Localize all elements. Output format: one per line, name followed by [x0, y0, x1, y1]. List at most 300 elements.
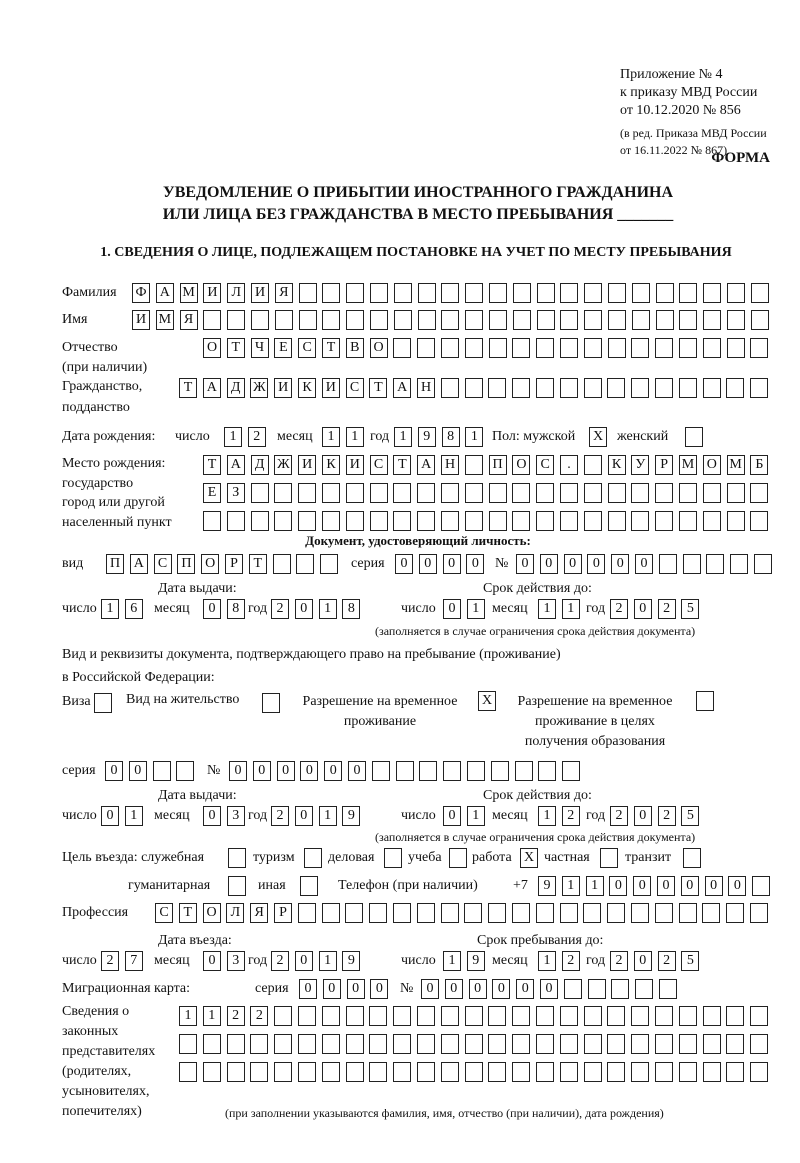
char-cell-patronymic[interactable]: [417, 338, 435, 358]
char-cell-birth-place-3[interactable]: [560, 511, 578, 531]
char-cell-birth-place-1[interactable]: [465, 455, 483, 475]
char-cell-patronymic[interactable]: [584, 338, 602, 358]
char-cell-id-valid-day[interactable]: 1: [467, 599, 485, 619]
char-cell-stay-valid-day[interactable]: 0: [443, 806, 461, 826]
char-cell-profession[interactable]: Я: [250, 903, 268, 923]
char-cell-representatives-2[interactable]: [227, 1034, 245, 1054]
char-cell-name[interactable]: М: [156, 310, 174, 330]
char-cell-profession[interactable]: [560, 903, 578, 923]
char-cell-citizenship[interactable]: А: [393, 378, 411, 398]
char-cell-stay-series[interactable]: [153, 761, 171, 781]
char-cell-representatives-2[interactable]: [417, 1034, 435, 1054]
char-cell-representatives-2[interactable]: [584, 1034, 602, 1054]
char-cell-birth-place-3[interactable]: [251, 511, 269, 531]
char-cell-name[interactable]: [489, 310, 507, 330]
char-cell-entry-year[interactable]: 1: [319, 951, 337, 971]
char-cell-mc-series[interactable]: 0: [299, 979, 317, 999]
char-cell-name[interactable]: [322, 310, 340, 330]
char-cell-surname[interactable]: Л: [227, 283, 245, 303]
char-cell-patronymic[interactable]: [489, 338, 507, 358]
char-cell-surname[interactable]: [679, 283, 697, 303]
char-cell-representatives-3[interactable]: [298, 1062, 316, 1082]
char-cell-stay-until-month[interactable]: 1: [538, 951, 556, 971]
char-cell-representatives-2[interactable]: [393, 1034, 411, 1054]
char-cell-profession[interactable]: [750, 903, 768, 923]
char-cell-id-number[interactable]: 0: [611, 554, 629, 574]
char-cell-representatives-1[interactable]: [631, 1006, 649, 1026]
char-cell-birth-place-1[interactable]: А: [227, 455, 245, 475]
char-cell-stay-issue-year[interactable]: 0: [295, 806, 313, 826]
char-cell-id-kind[interactable]: [296, 554, 314, 574]
char-cell-representatives-2[interactable]: [298, 1034, 316, 1054]
char-cell-phone[interactable]: 0: [728, 876, 746, 896]
char-cell-stay-until-day[interactable]: 9: [467, 951, 485, 971]
char-cell-patronymic[interactable]: Ч: [251, 338, 269, 358]
char-cell-birth-place-1[interactable]: .: [560, 455, 578, 475]
char-cell-stay-number[interactable]: 0: [229, 761, 247, 781]
char-cell-id-issue-day[interactable]: 6: [125, 599, 143, 619]
char-cell-stay-until-month[interactable]: 2: [562, 951, 580, 971]
char-cell-profession[interactable]: [345, 903, 363, 923]
char-cell-citizenship[interactable]: [726, 378, 744, 398]
char-cell-birth-place-3[interactable]: [631, 511, 649, 531]
char-cell-id-issue-year[interactable]: 2: [271, 599, 289, 619]
char-cell-id-number[interactable]: 0: [540, 554, 558, 574]
checkbox-temp-permit-edu[interactable]: [696, 691, 714, 711]
char-cell-representatives-3[interactable]: [369, 1062, 387, 1082]
char-cell-birth-month[interactable]: 1: [322, 427, 340, 447]
char-cell-citizenship[interactable]: [465, 378, 483, 398]
char-cell-representatives-3[interactable]: [750, 1062, 768, 1082]
char-cell-birth-place-2[interactable]: [679, 483, 697, 503]
char-cell-phone[interactable]: 9: [538, 876, 556, 896]
char-cell-profession[interactable]: [417, 903, 435, 923]
char-cell-mc-series[interactable]: 0: [323, 979, 341, 999]
char-cell-birth-place-2[interactable]: [370, 483, 388, 503]
char-cell-surname[interactable]: [322, 283, 340, 303]
checkbox-purpose-private[interactable]: [600, 848, 618, 868]
char-cell-birth-place-3[interactable]: [512, 511, 530, 531]
char-cell-mc-number[interactable]: 0: [516, 979, 534, 999]
char-cell-profession[interactable]: [726, 903, 744, 923]
char-cell-citizenship[interactable]: [679, 378, 697, 398]
char-cell-surname[interactable]: [394, 283, 412, 303]
char-cell-stay-number[interactable]: [419, 761, 437, 781]
char-cell-phone[interactable]: 0: [705, 876, 723, 896]
char-cell-patronymic[interactable]: О: [203, 338, 221, 358]
char-cell-patronymic[interactable]: Т: [227, 338, 245, 358]
char-cell-birth-place-2[interactable]: [274, 483, 292, 503]
char-cell-patronymic[interactable]: [465, 338, 483, 358]
char-cell-id-issue-year[interactable]: 1: [319, 599, 337, 619]
char-cell-birth-place-1[interactable]: У: [631, 455, 649, 475]
char-cell-representatives-2[interactable]: [655, 1034, 673, 1054]
char-cell-birth-place-1[interactable]: С: [370, 455, 388, 475]
char-cell-representatives-1[interactable]: 2: [250, 1006, 268, 1026]
checkbox-sex-male[interactable]: X: [589, 427, 607, 447]
char-cell-surname[interactable]: Я: [275, 283, 293, 303]
char-cell-patronymic[interactable]: [679, 338, 697, 358]
char-cell-birth-place-3[interactable]: [750, 511, 768, 531]
char-cell-phone[interactable]: 0: [633, 876, 651, 896]
char-cell-stay-valid-year[interactable]: 2: [610, 806, 628, 826]
char-cell-representatives-3[interactable]: [441, 1062, 459, 1082]
char-cell-patronymic[interactable]: [560, 338, 578, 358]
char-cell-patronymic[interactable]: О: [370, 338, 388, 358]
char-cell-name[interactable]: [203, 310, 221, 330]
char-cell-name[interactable]: [560, 310, 578, 330]
char-cell-id-issue-month[interactable]: 0: [203, 599, 221, 619]
char-cell-citizenship[interactable]: Н: [417, 378, 435, 398]
char-cell-id-valid-month[interactable]: 1: [562, 599, 580, 619]
char-cell-stay-valid-year[interactable]: 0: [634, 806, 652, 826]
char-cell-birth-place-3[interactable]: [393, 511, 411, 531]
char-cell-surname[interactable]: [346, 283, 364, 303]
char-cell-mc-number[interactable]: 0: [445, 979, 463, 999]
char-cell-profession[interactable]: [679, 903, 697, 923]
char-cell-mc-number[interactable]: 0: [492, 979, 510, 999]
char-cell-entry-month[interactable]: 3: [227, 951, 245, 971]
char-cell-mc-number[interactable]: 0: [469, 979, 487, 999]
char-cell-representatives-1[interactable]: [465, 1006, 483, 1026]
char-cell-id-valid-year[interactable]: 2: [610, 599, 628, 619]
char-cell-profession[interactable]: [441, 903, 459, 923]
char-cell-birth-place-2[interactable]: [417, 483, 435, 503]
char-cell-birth-place-2[interactable]: [322, 483, 340, 503]
char-cell-stay-until-year[interactable]: 2: [610, 951, 628, 971]
char-cell-name[interactable]: [227, 310, 245, 330]
char-cell-id-series[interactable]: 0: [466, 554, 484, 574]
char-cell-mc-number[interactable]: [611, 979, 629, 999]
char-cell-birth-place-3[interactable]: [203, 511, 221, 531]
char-cell-id-number[interactable]: [683, 554, 701, 574]
char-cell-citizenship[interactable]: [703, 378, 721, 398]
char-cell-birth-place-1[interactable]: Т: [393, 455, 411, 475]
char-cell-profession[interactable]: [464, 903, 482, 923]
char-cell-citizenship[interactable]: [607, 378, 625, 398]
char-cell-citizenship[interactable]: Ж: [250, 378, 268, 398]
char-cell-birth-place-1[interactable]: С: [536, 455, 554, 475]
char-cell-id-issue-day[interactable]: 1: [101, 599, 119, 619]
char-cell-birth-place-2[interactable]: [251, 483, 269, 503]
char-cell-representatives-3[interactable]: [584, 1062, 602, 1082]
char-cell-id-valid-year[interactable]: 5: [681, 599, 699, 619]
char-cell-birth-place-2[interactable]: [631, 483, 649, 503]
char-cell-birth-place-1[interactable]: Р: [655, 455, 673, 475]
char-cell-birth-place-3[interactable]: [536, 511, 554, 531]
char-cell-id-number[interactable]: 0: [564, 554, 582, 574]
char-cell-name[interactable]: [513, 310, 531, 330]
char-cell-birth-day[interactable]: 1: [224, 427, 242, 447]
char-cell-patronymic[interactable]: [631, 338, 649, 358]
char-cell-stay-number[interactable]: [538, 761, 556, 781]
char-cell-id-series[interactable]: 0: [443, 554, 461, 574]
char-cell-birth-place-3[interactable]: [298, 511, 316, 531]
char-cell-name[interactable]: И: [132, 310, 150, 330]
char-cell-id-number[interactable]: [706, 554, 724, 574]
char-cell-representatives-1[interactable]: [417, 1006, 435, 1026]
char-cell-surname[interactable]: [370, 283, 388, 303]
char-cell-representatives-3[interactable]: [179, 1062, 197, 1082]
char-cell-representatives-2[interactable]: [750, 1034, 768, 1054]
char-cell-stay-valid-year[interactable]: 2: [658, 806, 676, 826]
char-cell-patronymic[interactable]: [608, 338, 626, 358]
char-cell-representatives-2[interactable]: [536, 1034, 554, 1054]
char-cell-stay-issue-year[interactable]: 1: [319, 806, 337, 826]
char-cell-representatives-2[interactable]: [274, 1034, 292, 1054]
char-cell-name[interactable]: [370, 310, 388, 330]
char-cell-stay-issue-year[interactable]: 9: [342, 806, 360, 826]
char-cell-name[interactable]: [465, 310, 483, 330]
checkbox-temp-permit[interactable]: X: [478, 691, 496, 711]
char-cell-surname[interactable]: [537, 283, 555, 303]
char-cell-stay-number[interactable]: 0: [324, 761, 342, 781]
char-cell-id-number[interactable]: 0: [587, 554, 605, 574]
char-cell-stay-until-day[interactable]: 1: [443, 951, 461, 971]
char-cell-citizenship[interactable]: И: [322, 378, 340, 398]
char-cell-birth-place-3[interactable]: [703, 511, 721, 531]
char-cell-patronymic[interactable]: [512, 338, 530, 358]
char-cell-name[interactable]: [679, 310, 697, 330]
char-cell-citizenship[interactable]: А: [203, 378, 221, 398]
char-cell-representatives-2[interactable]: [560, 1034, 578, 1054]
char-cell-phone[interactable]: 1: [562, 876, 580, 896]
char-cell-birth-place-3[interactable]: [227, 511, 245, 531]
char-cell-representatives-2[interactable]: [322, 1034, 340, 1054]
char-cell-mc-number[interactable]: [659, 979, 677, 999]
char-cell-representatives-3[interactable]: [250, 1062, 268, 1082]
char-cell-stay-number[interactable]: [467, 761, 485, 781]
char-cell-birth-place-2[interactable]: [512, 483, 530, 503]
char-cell-id-issue-month[interactable]: 8: [227, 599, 245, 619]
char-cell-representatives-3[interactable]: [393, 1062, 411, 1082]
char-cell-id-number[interactable]: 0: [635, 554, 653, 574]
char-cell-patronymic[interactable]: С: [298, 338, 316, 358]
char-cell-birth-place-2[interactable]: [298, 483, 316, 503]
char-cell-representatives-3[interactable]: [346, 1062, 364, 1082]
char-cell-birth-place-3[interactable]: [465, 511, 483, 531]
char-cell-birth-place-3[interactable]: [417, 511, 435, 531]
char-cell-citizenship[interactable]: [536, 378, 554, 398]
char-cell-birth-day[interactable]: 2: [248, 427, 266, 447]
char-cell-surname[interactable]: [608, 283, 626, 303]
char-cell-profession[interactable]: Т: [179, 903, 197, 923]
char-cell-representatives-1[interactable]: [536, 1006, 554, 1026]
char-cell-stay-issue-day[interactable]: 1: [125, 806, 143, 826]
char-cell-representatives-2[interactable]: [441, 1034, 459, 1054]
char-cell-representatives-2[interactable]: [512, 1034, 530, 1054]
char-cell-stay-number[interactable]: 0: [300, 761, 318, 781]
char-cell-birth-place-2[interactable]: [465, 483, 483, 503]
char-cell-surname[interactable]: И: [251, 283, 269, 303]
char-cell-birth-place-3[interactable]: [346, 511, 364, 531]
char-cell-stay-number[interactable]: [443, 761, 461, 781]
char-cell-representatives-2[interactable]: [607, 1034, 625, 1054]
char-cell-phone[interactable]: 0: [681, 876, 699, 896]
char-cell-representatives-1[interactable]: [298, 1006, 316, 1026]
char-cell-profession[interactable]: [322, 903, 340, 923]
char-cell-stay-until-year[interactable]: 2: [658, 951, 676, 971]
char-cell-id-number[interactable]: [730, 554, 748, 574]
char-cell-citizenship[interactable]: [560, 378, 578, 398]
char-cell-id-valid-year[interactable]: 2: [658, 599, 676, 619]
char-cell-stay-valid-year[interactable]: 5: [681, 806, 699, 826]
char-cell-representatives-2[interactable]: [346, 1034, 364, 1054]
char-cell-name[interactable]: [275, 310, 293, 330]
char-cell-profession[interactable]: С: [155, 903, 173, 923]
char-cell-id-series[interactable]: 0: [419, 554, 437, 574]
char-cell-profession[interactable]: [393, 903, 411, 923]
char-cell-citizenship[interactable]: И: [274, 378, 292, 398]
char-cell-patronymic[interactable]: [727, 338, 745, 358]
char-cell-birth-place-1[interactable]: И: [298, 455, 316, 475]
char-cell-birth-place-3[interactable]: [274, 511, 292, 531]
char-cell-birth-place-1[interactable]: О: [703, 455, 721, 475]
char-cell-stay-number[interactable]: [562, 761, 580, 781]
char-cell-representatives-2[interactable]: [179, 1034, 197, 1054]
char-cell-birth-year[interactable]: 9: [418, 427, 436, 447]
checkbox-purpose-transit[interactable]: [683, 848, 701, 868]
char-cell-birth-place-3[interactable]: [608, 511, 626, 531]
char-cell-patronymic[interactable]: [750, 338, 768, 358]
char-cell-birth-place-3[interactable]: [679, 511, 697, 531]
char-cell-birth-place-1[interactable]: К: [608, 455, 626, 475]
checkbox-purpose-tourism[interactable]: [304, 848, 322, 868]
char-cell-name[interactable]: [751, 310, 769, 330]
char-cell-surname[interactable]: Ф: [132, 283, 150, 303]
char-cell-representatives-2[interactable]: [369, 1034, 387, 1054]
char-cell-surname[interactable]: М: [180, 283, 198, 303]
char-cell-stay-number[interactable]: [515, 761, 533, 781]
char-cell-stay-number[interactable]: [396, 761, 414, 781]
checkbox-purpose-study[interactable]: [449, 848, 467, 868]
char-cell-citizenship[interactable]: Т: [179, 378, 197, 398]
char-cell-name[interactable]: [251, 310, 269, 330]
char-cell-stay-until-year[interactable]: 5: [681, 951, 699, 971]
char-cell-representatives-1[interactable]: [703, 1006, 721, 1026]
char-cell-surname[interactable]: А: [156, 283, 174, 303]
char-cell-representatives-3[interactable]: [465, 1062, 483, 1082]
char-cell-representatives-1[interactable]: [726, 1006, 744, 1026]
char-cell-mc-number[interactable]: [588, 979, 606, 999]
char-cell-surname[interactable]: [632, 283, 650, 303]
char-cell-profession[interactable]: [607, 903, 625, 923]
char-cell-representatives-1[interactable]: 2: [227, 1006, 245, 1026]
char-cell-representatives-3[interactable]: [703, 1062, 721, 1082]
char-cell-stay-number[interactable]: 0: [253, 761, 271, 781]
checkbox-purpose-business[interactable]: [384, 848, 402, 868]
char-cell-representatives-1[interactable]: [512, 1006, 530, 1026]
char-cell-stay-issue-month[interactable]: 0: [203, 806, 221, 826]
char-cell-citizenship[interactable]: Т: [369, 378, 387, 398]
char-cell-representatives-1[interactable]: [322, 1006, 340, 1026]
char-cell-birth-place-1[interactable]: Б: [750, 455, 768, 475]
char-cell-stay-issue-month[interactable]: 3: [227, 806, 245, 826]
char-cell-patronymic[interactable]: В: [346, 338, 364, 358]
char-cell-citizenship[interactable]: [488, 378, 506, 398]
char-cell-representatives-1[interactable]: [679, 1006, 697, 1026]
char-cell-representatives-2[interactable]: [703, 1034, 721, 1054]
char-cell-entry-month[interactable]: 0: [203, 951, 221, 971]
char-cell-representatives-1[interactable]: 1: [179, 1006, 197, 1026]
char-cell-id-valid-year[interactable]: 0: [634, 599, 652, 619]
char-cell-birth-place-1[interactable]: П: [489, 455, 507, 475]
char-cell-id-valid-month[interactable]: 1: [538, 599, 556, 619]
char-cell-birth-place-2[interactable]: [489, 483, 507, 503]
char-cell-citizenship[interactable]: [441, 378, 459, 398]
char-cell-representatives-1[interactable]: [393, 1006, 411, 1026]
char-cell-representatives-2[interactable]: [250, 1034, 268, 1054]
char-cell-id-kind[interactable]: [320, 554, 338, 574]
char-cell-entry-year[interactable]: 0: [295, 951, 313, 971]
char-cell-stay-series[interactable]: 0: [129, 761, 147, 781]
char-cell-representatives-1[interactable]: [369, 1006, 387, 1026]
char-cell-id-kind[interactable]: О: [201, 554, 219, 574]
char-cell-mc-number[interactable]: 0: [540, 979, 558, 999]
char-cell-citizenship[interactable]: [584, 378, 602, 398]
char-cell-citizenship[interactable]: [631, 378, 649, 398]
char-cell-phone[interactable]: 0: [657, 876, 675, 896]
char-cell-profession[interactable]: [298, 903, 316, 923]
char-cell-patronymic[interactable]: [536, 338, 554, 358]
char-cell-name[interactable]: [441, 310, 459, 330]
char-cell-birth-place-2[interactable]: Е: [203, 483, 221, 503]
char-cell-birth-place-3[interactable]: [584, 511, 602, 531]
char-cell-id-issue-year[interactable]: 0: [295, 599, 313, 619]
char-cell-birth-place-1[interactable]: [584, 455, 602, 475]
char-cell-representatives-1[interactable]: 1: [203, 1006, 221, 1026]
char-cell-surname[interactable]: [513, 283, 531, 303]
char-cell-patronymic[interactable]: Е: [274, 338, 292, 358]
char-cell-representatives-3[interactable]: [679, 1062, 697, 1082]
char-cell-citizenship[interactable]: К: [298, 378, 316, 398]
char-cell-representatives-1[interactable]: [560, 1006, 578, 1026]
char-cell-stay-number[interactable]: [372, 761, 390, 781]
char-cell-representatives-2[interactable]: [488, 1034, 506, 1054]
char-cell-birth-place-2[interactable]: [608, 483, 626, 503]
char-cell-representatives-2[interactable]: [679, 1034, 697, 1054]
char-cell-representatives-2[interactable]: [726, 1034, 744, 1054]
char-cell-phone[interactable]: 0: [609, 876, 627, 896]
char-cell-name[interactable]: [727, 310, 745, 330]
char-cell-stay-valid-day[interactable]: 1: [467, 806, 485, 826]
char-cell-birth-place-2[interactable]: [393, 483, 411, 503]
char-cell-representatives-3[interactable]: [536, 1062, 554, 1082]
char-cell-birth-place-2[interactable]: З: [227, 483, 245, 503]
char-cell-birth-place-3[interactable]: [441, 511, 459, 531]
char-cell-mc-number[interactable]: [564, 979, 582, 999]
char-cell-patronymic[interactable]: Т: [322, 338, 340, 358]
char-cell-name[interactable]: [299, 310, 317, 330]
char-cell-entry-year[interactable]: 2: [271, 951, 289, 971]
char-cell-patronymic[interactable]: [393, 338, 411, 358]
char-cell-patronymic[interactable]: [703, 338, 721, 358]
char-cell-id-valid-day[interactable]: 0: [443, 599, 461, 619]
char-cell-birth-place-1[interactable]: И: [346, 455, 364, 475]
char-cell-representatives-3[interactable]: [512, 1062, 530, 1082]
char-cell-birth-place-3[interactable]: [655, 511, 673, 531]
char-cell-birth-place-2[interactable]: [703, 483, 721, 503]
char-cell-surname[interactable]: [465, 283, 483, 303]
char-cell-name[interactable]: [394, 310, 412, 330]
char-cell-birth-place-3[interactable]: [489, 511, 507, 531]
char-cell-profession[interactable]: [583, 903, 601, 923]
char-cell-name[interactable]: Я: [180, 310, 198, 330]
char-cell-stay-issue-day[interactable]: 0: [101, 806, 119, 826]
char-cell-surname[interactable]: [560, 283, 578, 303]
char-cell-mc-series[interactable]: 0: [370, 979, 388, 999]
checkbox-sex-female[interactable]: [685, 427, 703, 447]
